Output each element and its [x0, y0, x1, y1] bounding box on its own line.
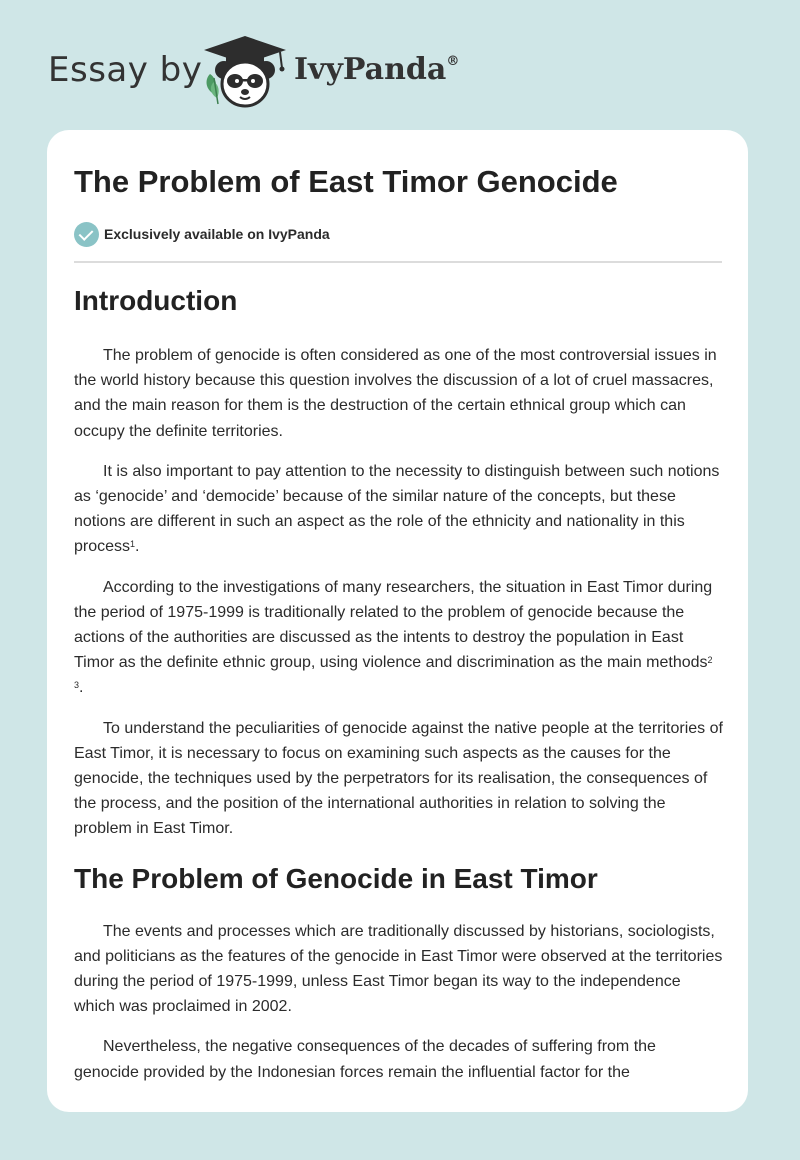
- section-heading: The Problem of Genocide in East Timor: [74, 862, 598, 894]
- paragraph: [74, 575, 724, 701]
- registered-mark: ®: [446, 54, 460, 69]
- brand-name[interactable]: [294, 52, 459, 87]
- paragraph-text: It is also important to pay attention to the necessity to distinguish between such notions as ‘genocide’ and ‘democide’ because of the similar nature of the concepts, but these notions are different in such an aspect as the role of the ethnicity and nationality in this process: [74, 462, 720, 556]
- divider: [74, 261, 722, 263]
- exclusive-badge: [74, 222, 330, 246]
- essay-by-label: Essay by: [48, 50, 203, 90]
- paragraph: The events and processes which are traditionally discussed by historians, sociologists, and politicians as the features of the genocide in East Timor were observed at the territories during the period of 1975-1999, unless East Timor began its way to the independence which was proclaimed in 2002.: [74, 922, 723, 1016]
- paragraph-end: .: [79, 679, 84, 697]
- exclusive-badge-label: Exclusively available on IvyPanda: [104, 226, 330, 242]
- paragraph: [74, 459, 724, 560]
- check-icon: [74, 222, 99, 247]
- footnote-ref[interactable]: 2 3: [74, 655, 713, 691]
- essay-card: [47, 130, 748, 1112]
- site-header: [48, 30, 768, 110]
- paragraph-text: According to the investigations of many researchers, the situation in East Timor during the period of 1975-1999 is traditionally related to the problem of genocide because the actions of the authorities are discussed as the intents to destroy the population in East Timor as the definite ethnic group, using violence and discrimination as the main methods: [74, 578, 713, 672]
- paragraph-end: .: [135, 538, 140, 556]
- footnote-ref[interactable]: 1: [130, 539, 136, 550]
- panda-logo-icon[interactable]: [200, 34, 290, 110]
- brand-name-text: IvyPanda: [294, 52, 447, 87]
- paragraph: Nevertheless, the negative consequences of the decades of suffering from the genocide provided by the Indonesian forces remain the influential factor for the: [74, 1038, 656, 1081]
- page-title: The Problem of East Timor Genocide: [74, 164, 618, 199]
- paragraph: The problem of genocide is often considered as one of the most controversial issues in the world history because this question involves the discussion of a lot of cruel massacres, and the main reason for them is the destruction of the certain ethnical group which can occupy the definite territories.: [74, 347, 717, 440]
- section-heading: Introduction: [74, 285, 238, 316]
- article-body: [74, 282, 724, 1085]
- paragraph: To understand the peculiarities of genocide against the native people at the territories of East Timor, it is necessary to focus on examining such aspects as the causes for the genocide, the techniques used by the perpetrators for its realisation, the consequences of the process, and the position of the international authorities in relation to solving the problem in East Timor.: [74, 719, 723, 838]
